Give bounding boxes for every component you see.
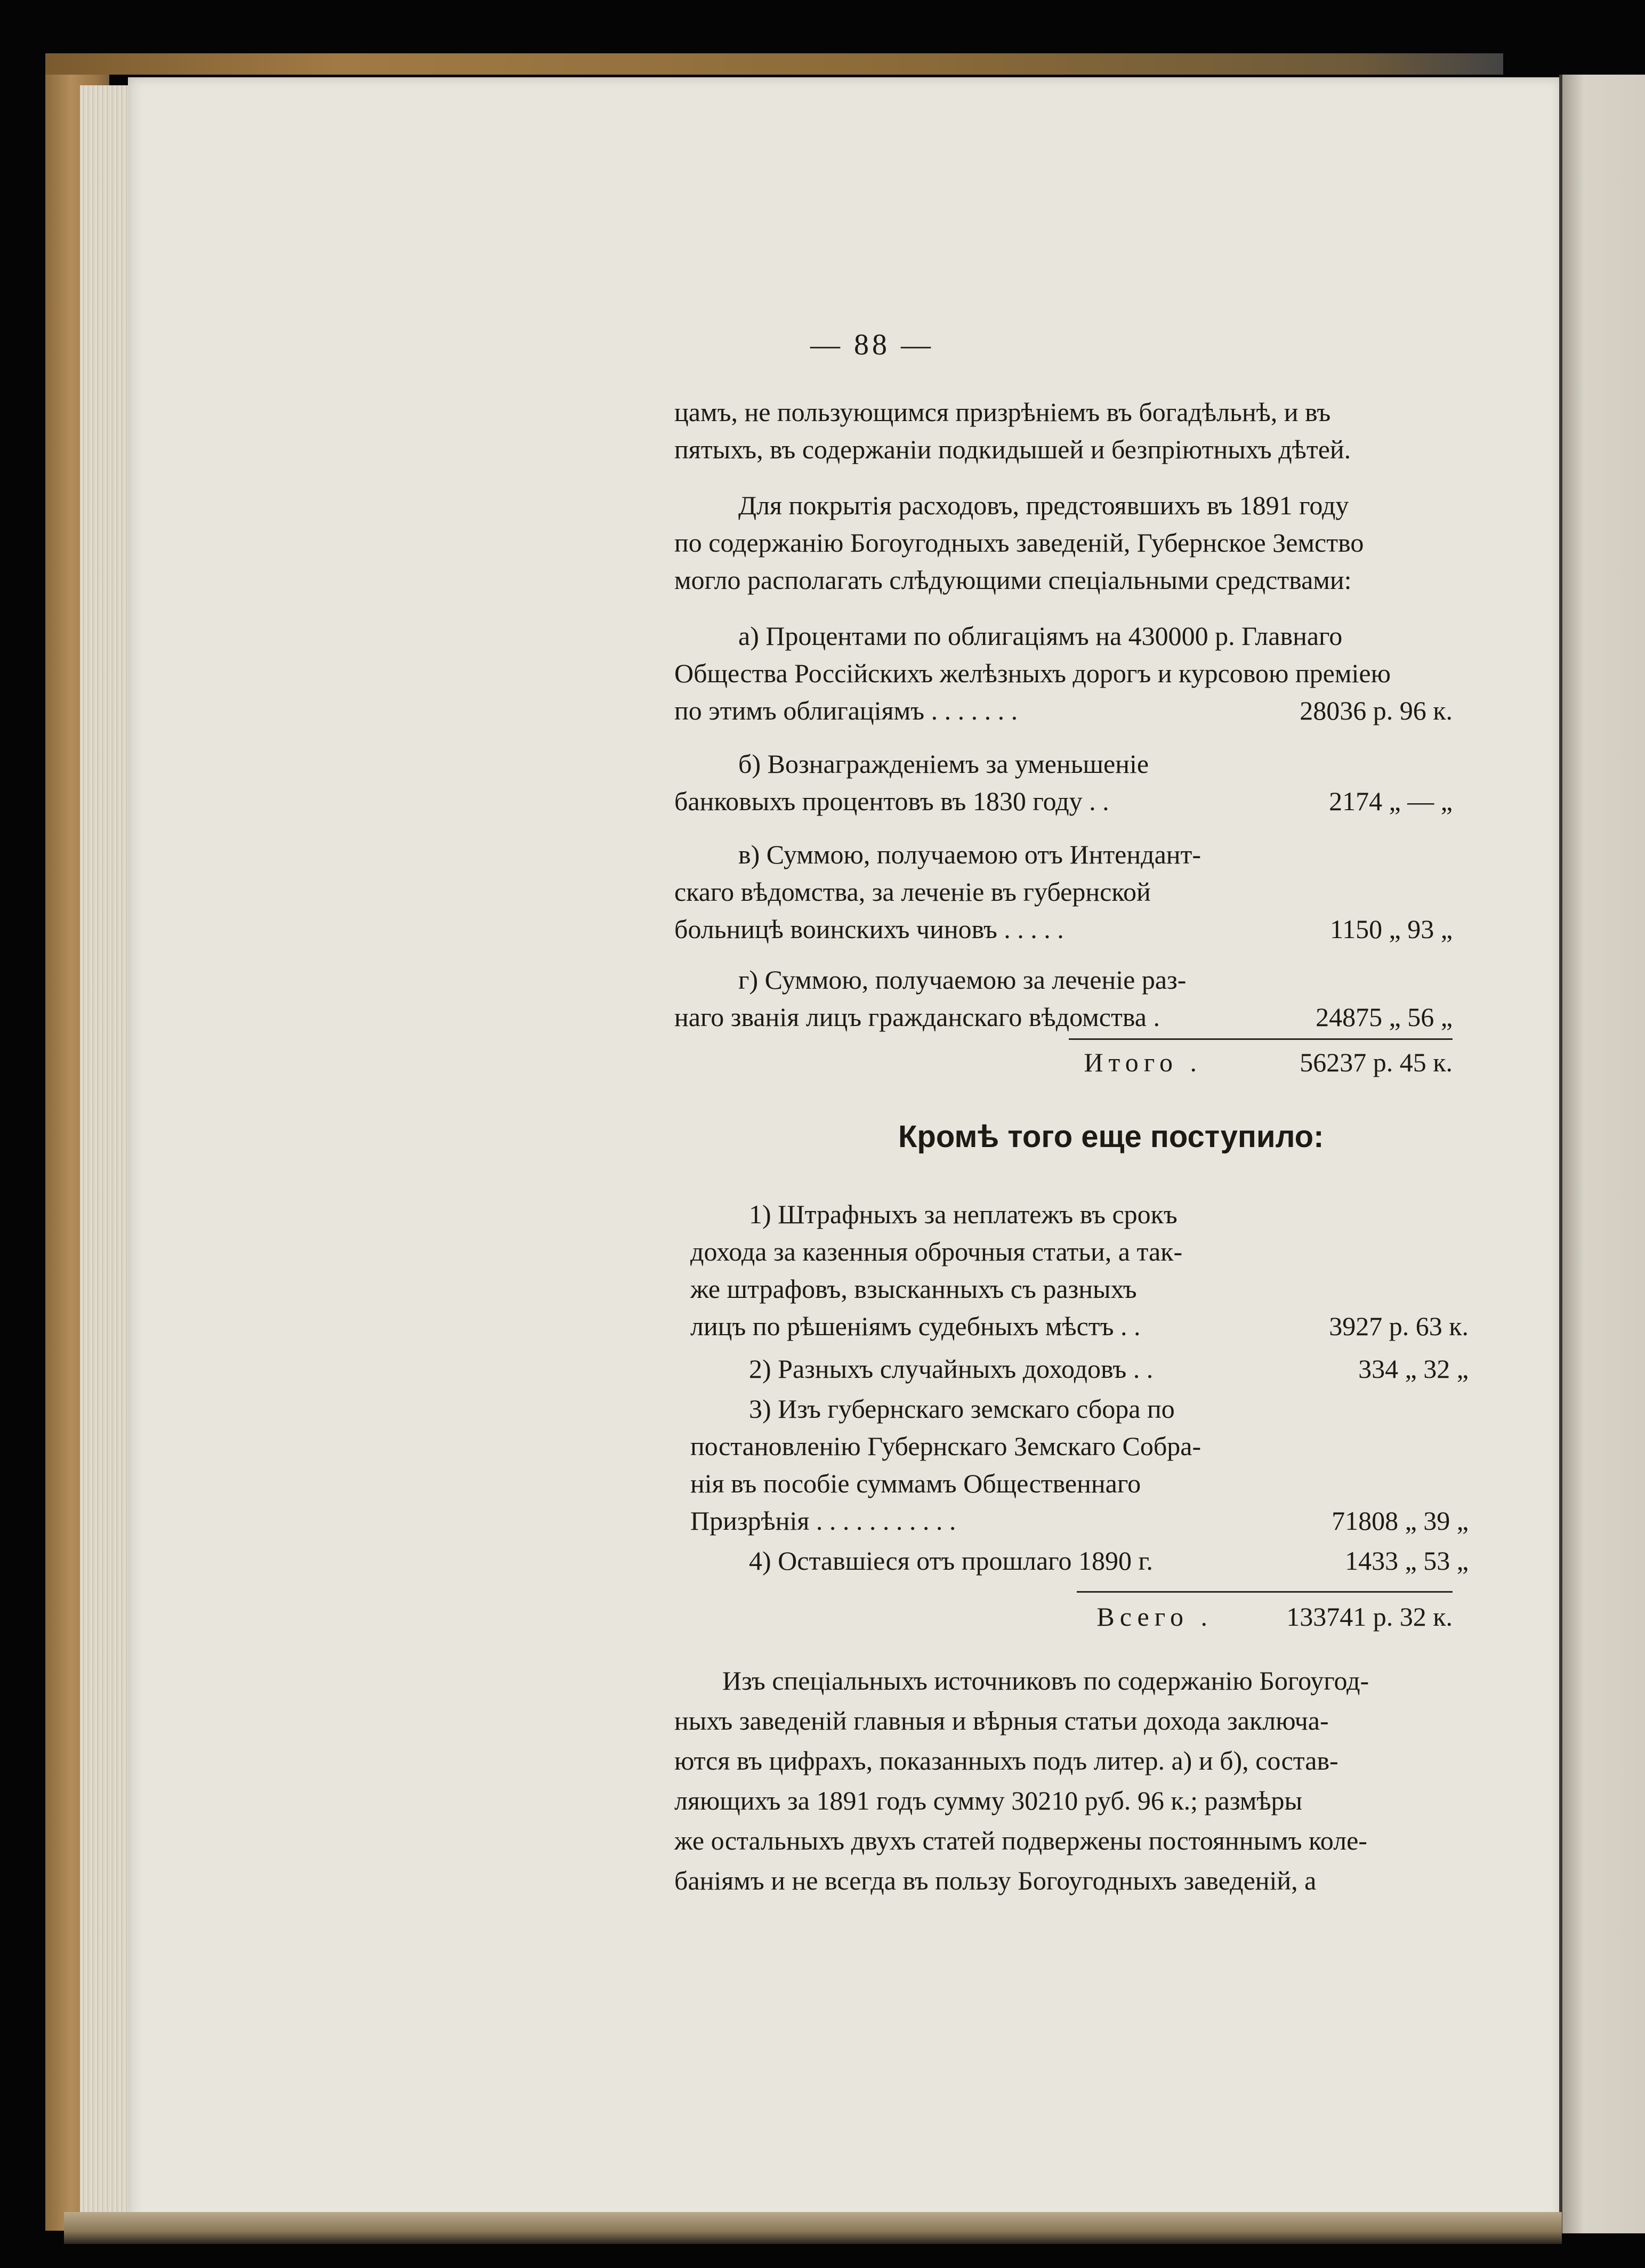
item-2-line-1: 2) Разныхъ случайныхъ доходовъ . . <box>749 1354 1154 1384</box>
item-1-line-4: лицъ по рѣшеніямъ судебныхъ мѣстъ . . <box>690 1311 1141 1341</box>
para1-line-1: Для покрытія расходовъ, предстоявшихъ въ 1891 году <box>738 490 1349 520</box>
intro-line-2-text: пятыхъ, въ содержаніи подкидышей и безпріютныхъ дѣтей. <box>674 434 1351 464</box>
item-3-line-3: нія въ пособіе суммамъ Общественнаго <box>690 1468 1141 1498</box>
para2-line-4: ляющихъ за 1891 годъ сумму 30210 руб. 96 к.; размѣры <box>674 1786 1303 1815</box>
item-3-line-1: 3) Изъ губернскаго земскаго сбора по <box>749 1394 1175 1424</box>
item-a-line-3: по этимъ облигаціямъ . . . . . . . <box>674 696 1018 725</box>
total1-amount: 56237 р. 45 к. <box>1300 1047 1453 1077</box>
para1-line-2: по содержанію Богоугодныхъ заведеній, Губернское Земство <box>674 528 1364 558</box>
item-g-amount: 24875 „ 56 „ <box>1316 1002 1453 1032</box>
total2-label: Всего . <box>1096 1602 1213 1632</box>
item-v-line-3: больницѣ воинскихъ чиновъ . . . . . <box>674 914 1064 944</box>
item-3-line-4: Призрѣнія . . . . . . . . . . . <box>690 1506 956 1536</box>
item-v-line-1: в) Суммою, получаемою отъ Интендант- <box>738 840 1202 869</box>
para2-line-6: баніямъ и не всегда въ пользу Богоугодныхъ заведеній, а <box>674 1866 1317 1895</box>
item-a-line-2: Общества Россійскихъ желѣзныхъ дорогъ и курсовою преміею <box>674 658 1391 688</box>
total2-rule <box>1077 1591 1453 1593</box>
total2-amount: 133741 р. 32 к. <box>1286 1602 1453 1632</box>
item-a-line-1: а) Процентами по облигаціямъ на 430000 р. Главнаго <box>738 621 1343 651</box>
para2-line-2: ныхъ заведеній главныя и вѣрныя статьи дохода заключа- <box>674 1706 1329 1736</box>
intro-line-1-text: цамъ, не пользующимся призрѣніемъ въ богадѣльнѣ, и въ <box>674 397 1331 427</box>
item-1-line-2: дохода за казенныя оброчныя статьи, а так- <box>690 1237 1183 1266</box>
book-cover-top-edge <box>45 53 1503 75</box>
item-g-line-1: г) Суммою, получаемою за леченіе раз- <box>738 965 1187 995</box>
item-3-amount: 71808 „ 39 „ <box>1332 1506 1469 1536</box>
book-bottom-edge <box>64 2212 1562 2244</box>
para2-line-5: же остальныхъ двухъ статей подвержены постояннымъ коле- <box>674 1826 1367 1855</box>
item-4-line-1: 4) Оставшіеся отъ прошлаго 1890 г. <box>749 1546 1153 1576</box>
intro-line-1 <box>674 392 1453 432</box>
item-1-line-1: 1) Штрафныхъ за неплатежъ въ срокъ <box>749 1199 1178 1229</box>
item-v-line-2: скаго вѣдомства, за леченіе въ губернской <box>674 877 1151 907</box>
facing-page-edge <box>1559 75 1645 2233</box>
item-v-amount: 1150 „ 93 „ <box>1329 914 1453 944</box>
item-b-line-1: б) Вознагражденіемъ за уменьшеніе <box>738 749 1149 779</box>
para2-line-3: ются въ цифрахъ, показанныхъ подъ литер. а) и б), состав- <box>674 1746 1338 1775</box>
item-1-line-3: же штрафовъ, взысканныхъ съ разныхъ <box>690 1274 1137 1304</box>
item-g-line-2: наго званія лицъ гражданскаго вѣдомства . <box>674 1002 1160 1032</box>
para2-line-1: Изъ спеціальныхъ источниковъ по содержанію Богоугод- <box>722 1666 1369 1696</box>
para1-line-3: могло располагать слѣдующими спеціальными средствами: <box>674 565 1352 595</box>
page-number: — 88 — <box>810 328 934 361</box>
item-4-amount: 1433 „ 53 „ <box>1345 1546 1469 1576</box>
item-3-line-2: постановленію Губернскаго Земскаго Собра- <box>690 1431 1202 1461</box>
intro-line-2 <box>674 429 1453 470</box>
item-b-line-2: банковыхъ процентовъ въ 1830 году . . <box>674 786 1109 816</box>
section-heading: Кромѣ того еще поступило: <box>898 1119 1324 1154</box>
total1-rule <box>1069 1038 1453 1040</box>
item-1-amount: 3927 р. 63 к. <box>1329 1311 1469 1341</box>
item-b-amount: 2174 „ — „ <box>1329 786 1453 816</box>
item-a-amount: 28036 р. 96 к. <box>1300 696 1453 725</box>
item-2-amount: 334 „ 32 „ <box>1358 1354 1469 1384</box>
total1-label: Итого . <box>1084 1047 1202 1077</box>
